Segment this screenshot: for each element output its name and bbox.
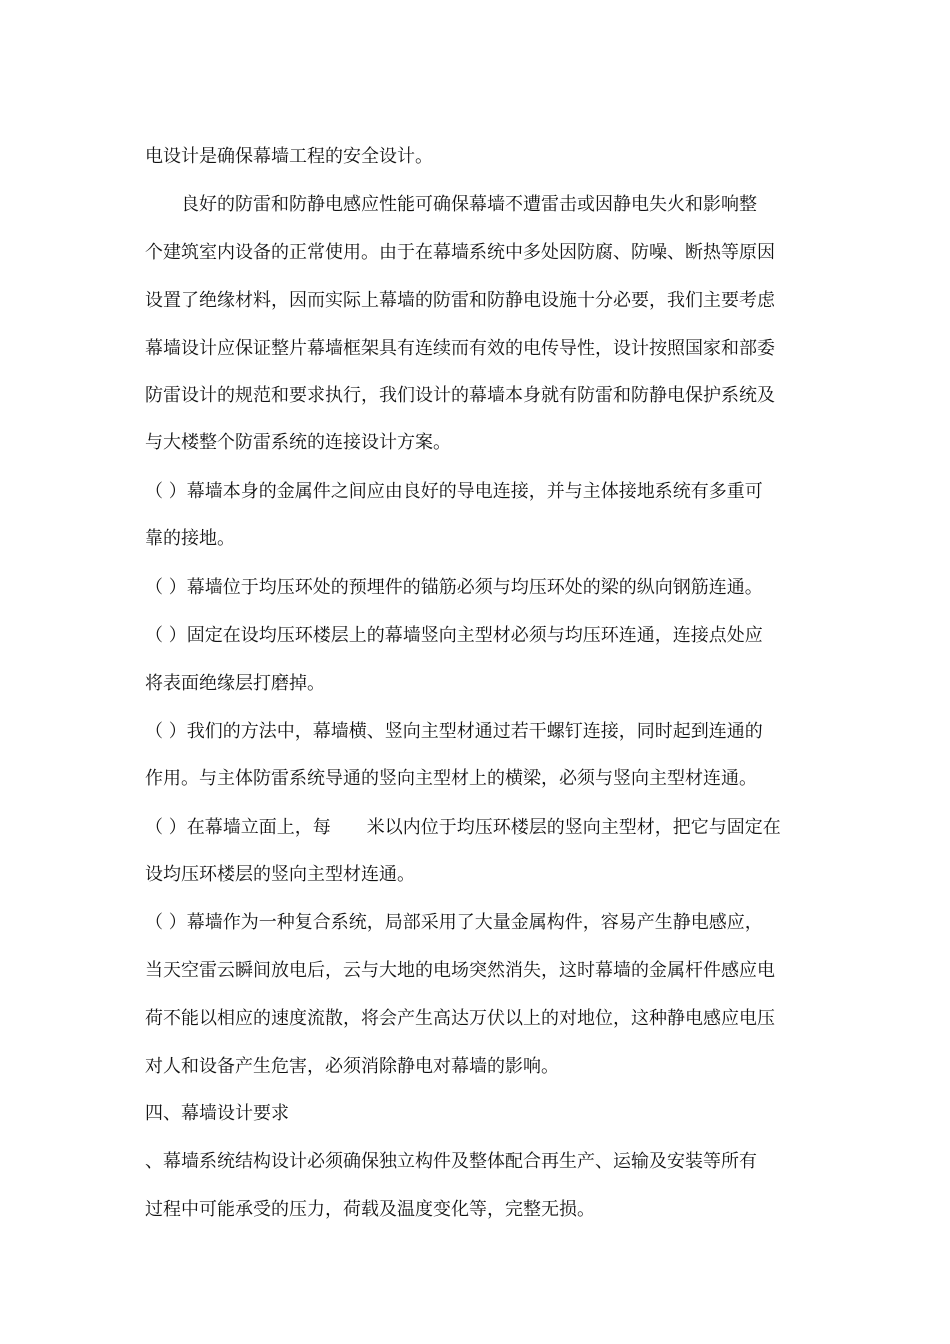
paragraph-line: （ ）在幕墙立面上，每 米以内位于均压环楼层的竖向主型材，把它与固定在 <box>145 817 781 838</box>
paragraph-line: 靠的接地。 <box>145 528 235 549</box>
paragraph-line: （ ）我们的方法中，幕墙横、竖向主型材通过若干螺钉连接，同时起到连通的 <box>145 721 763 742</box>
paragraph-line: 当天空雷云瞬间放电后，云与大地的电场突然消失，这时幕墙的金属杆件感应电 <box>145 960 775 981</box>
paragraph-line: （ ）幕墙作为一种复合系统，局部采用了大量金属构件，容易产生静电感应， <box>145 912 763 933</box>
paragraph-line: 过程中可能承受的压力，荷载及温度变化等，完整无损。 <box>145 1199 595 1220</box>
paragraph-line: 将表面绝缘层打磨掉。 <box>145 673 325 694</box>
paragraph-line: 与大楼整个防雷系统的连接设计方案。 <box>145 432 451 453</box>
paragraph-line: 对人和设备产生危害，必须消除静电对幕墙的影响。 <box>145 1056 559 1077</box>
paragraph-line: 幕墙设计应保证整片幕墙框架具有连续而有效的电传导性，设计按照国家和部委 <box>145 338 775 359</box>
paragraph-line: 电设计是确保幕墙工程的安全设计。 <box>145 146 433 167</box>
paragraph-line: 设置了绝缘材料，因而实际上幕墙的防雷和防静电设施十分必要，我们主要考虑 <box>145 290 775 311</box>
paragraph-line: 作用。与主体防雷系统导通的竖向主型材上的横梁，必须与竖向主型材连通。 <box>145 768 757 789</box>
paragraph-line: 荷不能以相应的速度流散，将会产生高达万伏以上的对地位，这种静电感应电压 <box>145 1008 775 1029</box>
section-heading: 四、幕墙设计要求 <box>145 1103 289 1124</box>
paragraph-line: 良好的防雷和防静电感应性能可确保幕墙不遭雷击或因静电失火和影响整 <box>145 194 757 215</box>
paragraph-line: 、幕墙系统结构设计必须确保独立构件及整体配合再生产、运输及安装等所有 <box>145 1151 757 1172</box>
paragraph-line: （ ）幕墙本身的金属件之间应由良好的导电连接，并与主体接地系统有多重可 <box>145 481 763 502</box>
paragraph-line: （ ）幕墙位于均压环处的预埋件的锚筋必须与均压环处的梁的纵向钢筋连通。 <box>145 577 763 598</box>
paragraph-line: 防雷设计的规范和要求执行，我们设计的幕墙本身就有防雷和防静电保护系统及 <box>145 385 775 406</box>
paragraph-line: 设均压环楼层的竖向主型材连通。 <box>145 864 415 885</box>
paragraph-line: （ ）固定在设均压环楼层上的幕墙竖向主型材必须与均压环连通，连接点处应 <box>145 625 763 646</box>
paragraph-line: 个建筑室内设备的正常使用。由于在幕墙系统中多处因防腐、防噪、断热等原因 <box>145 242 775 263</box>
